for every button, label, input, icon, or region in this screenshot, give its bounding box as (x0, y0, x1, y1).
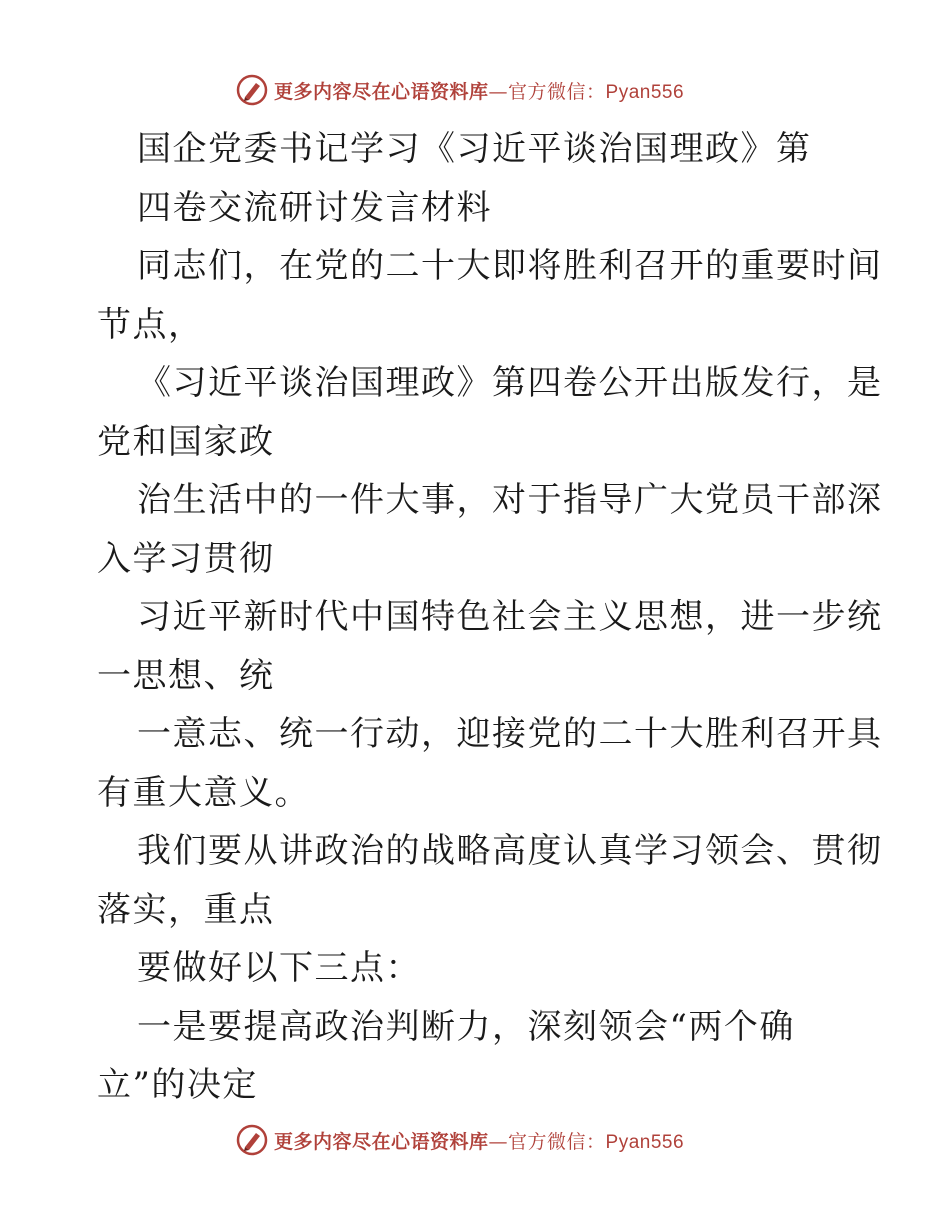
header-banner-dash: — (488, 80, 509, 103)
paragraph-line: 治生活中的一件大事，对于指导广大党员干部深 (137, 480, 883, 520)
document-body (97, 120, 883, 1115)
paragraph-line: 入学习贯彻 (97, 538, 275, 579)
paragraph-line: 一意志、统一行动，迎接党的二十大胜利召开具 (137, 714, 883, 754)
paragraph-line: 一思想、统 (97, 655, 275, 696)
pen-logo-icon (236, 1124, 268, 1156)
footer-banner-dash: — (488, 1130, 509, 1153)
footer-banner (236, 1123, 684, 1157)
header-banner-wechat-id: Pyan556 (605, 81, 685, 103)
document-title-line-1: 国企党委书记学习《习近平谈治国理政》第 (137, 129, 812, 169)
paragraph-line: 落实，重点 (97, 889, 275, 930)
footer-banner-slogan: 更多内容尽在心语资料库 (274, 1130, 489, 1153)
paragraph-line: 《习近平谈治国理政》第四卷公开出版发行，是 (137, 363, 883, 403)
footer-banner-wechat-id: Pyan556 (605, 1131, 685, 1153)
paragraph-line: 我们要从讲政治的战略高度认真学习领会、贯彻 (137, 831, 883, 871)
header-banner-wechat-label: 官方微信： (508, 80, 606, 103)
paragraph-line: 要做好以下三点： (137, 948, 421, 988)
paragraph-line: 立”的决定 (97, 1065, 258, 1105)
pen-logo-icon (236, 74, 268, 106)
footer-banner-wechat-label: 官方微信： (508, 1130, 606, 1153)
header-banner (236, 73, 684, 107)
paragraph-line: 同志们，在党的二十大即将胜利召开的重要时间 (137, 246, 883, 286)
paragraph-line: 党和国家政 (97, 421, 275, 462)
document-title-line-2: 四卷交流研讨发言材料 (137, 187, 492, 228)
header-banner-text (274, 77, 684, 104)
paragraph-line: 有重大意义。 (97, 772, 310, 813)
paragraph-line: 一是要提高政治判断力，深刻领会“两个确 (137, 1006, 795, 1047)
footer-banner-text (274, 1127, 684, 1154)
header-banner-slogan: 更多内容尽在心语资料库 (274, 80, 489, 103)
paragraph-line: 习近平新时代中国特色社会主义思想，进一步统 (137, 597, 883, 637)
paragraph-line: 节点， (97, 304, 204, 345)
